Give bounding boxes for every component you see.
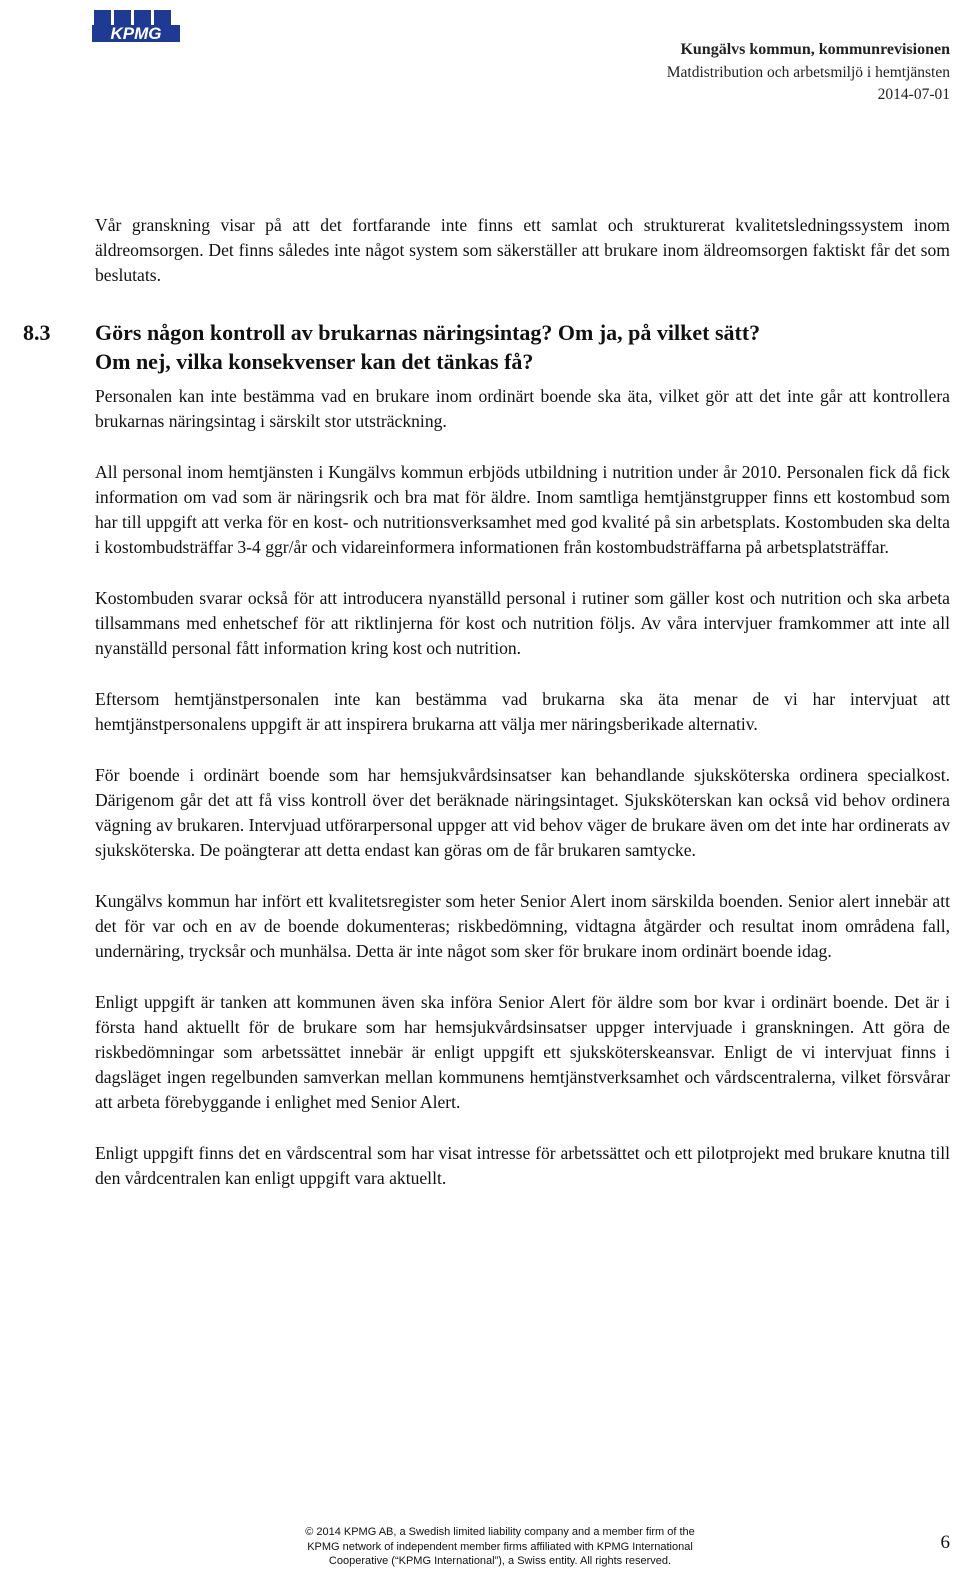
body-paragraph: Personalen kan inte bestämma vad en brukare inom ordinärt boende ska äta, vilket gör att det inte går att kontrollera brukarnas näringsintag i särskilt stor utsträckning. [95, 386, 950, 431]
body-paragraph: Kungälvs kommun har infört ett kvalitetsregister som heter Senior Alert inom särskilda boenden. Senior alert innebär att det för var och en av de boende dokumenteras; riskbedömning, vidtagna åtgärder och resultat inom områdena fall, undernäring, trycksår och munhälsa. Detta är inte något som sker för brukare inom ordinärt boende idag. [95, 891, 950, 961]
kpmg-logo-icon [92, 6, 182, 44]
body-paragraph: Enligt uppgift är tanken att kommunen även ska införa Senior Alert för äldre som bor kvar i ordinärt boende. Det är i första hand aktuellt för de brukare som har hemsjukvårdsinsatser uppger intervjuade i granskningen. Att göra de riskbedömningar som arbetssättet innebär är enligt uppgift ett sjuksköterskeansvar. Enligt de vi intervjuat finns i dagsläget ingen regelbunden samverkan mellan kommunens hemtjänstverksamhet och vårdscentralerna, vilket försvårar att arbeta förebyggande i enlighet med Senior Alert. [95, 992, 950, 1112]
header-report-title: Matdistribution och arbetsmiljö i hemtjänsten [666, 64, 950, 81]
header-organization: Kungälvs kommun, kommunrevisionen [680, 41, 950, 58]
body-paragraph: All personal inom hemtjänsten i Kungälvs kommun erbjöds utbildning i nutrition under år 2010. Personalen fick då fick information om vad som är näringsrik och bra mat för äldre. Inom samtliga hemtjänstgrupper finns ett kostombud som har till uppgift att verka för en kost- och nutritionsverksamhet med god kvalité på sin arbetsplats. Kostombuden ska delta i kostombudsträffar 3-4 ggr/år och vidareinformera informationen från kostombudsträffarna på arbetsplatsträffar. [95, 462, 950, 557]
section-title-line1: Görs någon kontroll av brukarnas näringsintag? Om ja, på vilket sätt? [95, 320, 761, 345]
footer-line: Cooperative (“KPMG International”), a Swiss entity. All rights reserved. [328, 1555, 672, 1567]
header-date: 2014-07-01 [877, 86, 950, 103]
section-heading [23, 318, 950, 376]
body-paragraph: Kostombuden svarar också för att introducera nyanställd personal i rutiner som gäller kost och nutrition och ska arbeta tillsammans med enhetschef för att riktlinjerna för kost och nutrition följs. Av våra intervjuer framkommer att inte all nyanställd personal fått information kring kost och nutrition. [95, 588, 950, 658]
footer-copyright [260, 1525, 740, 1569]
body-paragraph: Eftersom hemtjänstpersonalen inte kan bestämma vad brukarna ska äta menar de vi har intervjuat att hemtjänstpersonalens uppgift är att inspirera brukarna att välja mer näringsberikade alternativ. [95, 689, 950, 734]
intro-paragraph: Vår granskning visar på att det fortfarande inte finns ett samlat och strukturerat kvalitetsledningssystem inom äldreomsorgen. Det finns således inte något system som säkerställer att brukare inom äldreomsorgen faktiskt får det som beslutats. [95, 215, 950, 285]
kpmg-logo [92, 6, 182, 44]
body-paragraph: Enligt uppgift finns det en vårdscentral som har visat intresse för arbetssättet och ett pilotprojekt med brukare knutna till den vårdcentralen kan enligt uppgift vara aktuellt. [95, 1143, 950, 1188]
section-number: 8.3 [23, 320, 51, 345]
footer-line: KPMG network of independent member firms affiliated with KPMG International [307, 1540, 693, 1553]
body-paragraph: För boende i ordinärt boende som har hemsjukvårdsinsatser kan behandlande sjuksköterska ordinera specialkost. Därigenom går det att få viss kontroll över det beräknade näringsintaget. Sjuksköterskan kan också vid behov ordinera vägning av brukaren. Intervjuad utförarpersonal uppger att vid behov väger de brukare även om det inte har ordinerats av sjuksköterska. De poängterar att detta endast kan göras om de får brukaren samtycke. [95, 765, 950, 860]
document-body [23, 213, 950, 1217]
footer-line: © 2014 KPMG AB, a Swedish limited liability company and a member firm of the [305, 1526, 695, 1538]
section-title-line2: Om nej, vilka konsekvenser kan det tänkas få? [95, 349, 534, 374]
page-number: 6 [940, 1532, 950, 1553]
logo-text: KPMG [110, 24, 162, 43]
